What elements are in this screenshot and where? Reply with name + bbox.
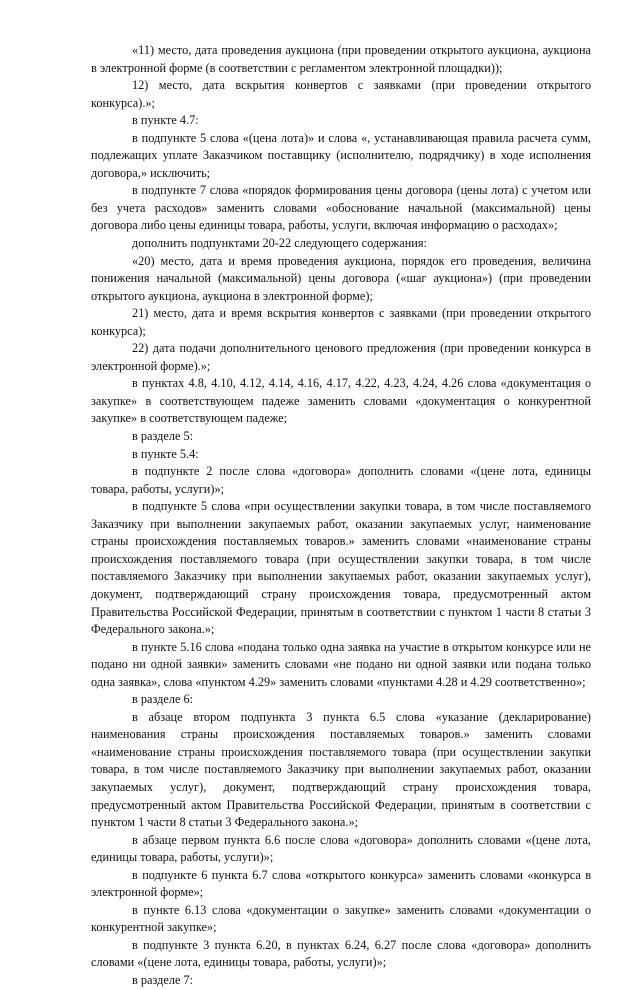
paragraph-19: в подпункте 6 пункта 6.7 слова «открытого конкурса» заменить словами «конкурса в электронной форме»;	[91, 867, 591, 900]
paragraph-22: в разделе 7:	[132, 972, 194, 987]
paragraph-4: в подпункте 5 слова «(цена лота)» и слова «, устанавливающая правила расчета сумм, подлежащих уплате Заказчиком поставщику (исполнителю, подрядчику) в ходе исполнения договора,» исключить;	[91, 130, 591, 180]
paragraph-21: в подпункте 3 пункта 6.20, в пунктах 6.24, 6.27 после слова «договора» дополнить словами «(цене лота, единицы товара, работы, услуги)»;	[91, 937, 591, 970]
paragraph-8: 21) место, дата и время вскрытия конвертов с заявками (при проведении открытого конкурса);	[91, 306, 591, 338]
paragraph-6: дополнить подпунктами 20-22 следующего содержания:	[132, 236, 427, 251]
paragraph-15: в пункте 5.16 слова «подана только одна заявка на участие в открытом конкурсе или не подано ни одной заявки» заменить словами «не подано ни одной заявки или подана только одна заявка», слова «пунктом 4.29» заменить словами «пунктами 4.28 и 4.29 соответственно»;	[91, 639, 591, 689]
paragraph-5: в подпункте 7 слова «порядок формирования цены договора (цены лота) с учетом или без учета расходов» заменить словами «обоснование начальной (максимальной) цены договора либо цены единицы товара, работы, услуги, включая информацию о расходах»;	[91, 183, 591, 233]
paragraph-1: «11) место, дата проведения аукциона (при проведении открытого аукциона, аукциона в электронной форме (в соответствии с регламентом электронной площадки));	[91, 43, 591, 75]
paragraph-9: 22) дата подачи дополнительного ценового предложения (при проведении конкурса в электронной форме).»;	[91, 341, 591, 373]
paragraph-11: в разделе 5:	[132, 429, 194, 444]
paragraph-7: «20) место, дата и время проведения аукциона, порядок его проведения, величина понижения начальной (максимальной) цены договора («шаг аукциона») (при проведении открытого аукциона, аукциона в электронной форме);	[91, 253, 591, 303]
paragraph-16: в разделе 6:	[132, 692, 194, 707]
paragraph-18: в абзаце первом пункта 6.6 после слова «договора» дополнить словами «(цене лота, единицы товара, работы, услуги)»;	[91, 832, 591, 865]
document-page	[91, 42, 591, 990]
paragraph-20: в пункте 6.13 слова «документации о закупке» заменить словами «документации о конкурентной закупке»;	[91, 902, 591, 935]
paragraph-12: в пункте 5.4:	[132, 446, 199, 461]
paragraph-2: 12) место, дата вскрытия конвертов с заявками (при проведении открытого конкурса).»;	[91, 78, 591, 110]
paragraph-13: в подпункте 2 после слова «договора» дополнить словами «(цене лота, единицы товара, работы, услуги)»;	[91, 464, 591, 496]
paragraph-14: в подпункте 5 слова «при осуществлении закупки товара, в том числе поставляемого Заказчику при выполнении закупаемых работ, оказании закупаемых услуг, наименование страны происхождения поставляемых товаров.» заменить словами «наименование страны происхождения поставляемого товара (при осуществлении закупки товара, в том числе поставляемого Заказчику при выполнении закупаемых работ, оказании закупаемых услуг), документ, подтверждающий страну происхождения товара, предусмотренный актом Правительства Российской Федерации, принятым в соответствии с пунктом 1 части 8 статьи 3 Федерального закона.»;	[91, 499, 591, 637]
paragraph-10: в пунктах 4.8, 4.10, 4.12, 4.14, 4.16, 4.17, 4.22, 4.23, 4.24, 4.26 слова «документация о закупке» в соответствующем падеже заменить словами «документация о конкурентной закупке» в соответствующем падеже;	[91, 376, 591, 426]
paragraph-17: в абзаце втором подпункта 3 пункта 6.5 слова «указание (декларирование) наименования страны происхождения поставляемых товаров.» заменить словами «наименование страны происхождения поставляемого товара (при осуществлении закупки товара, в том числе поставляемого Заказчику при выполнении закупаемых работ, оказании закупаемых услуг), документ, подтверждающий страну происхождения товара, предусмотренный актом Правительства Российской Федерации, принятым в соответствии с пунктом 1 части 8 статьи 3 Федерального закона.»;	[91, 709, 591, 830]
paragraph-3: в пункте 4.7:	[132, 113, 199, 128]
